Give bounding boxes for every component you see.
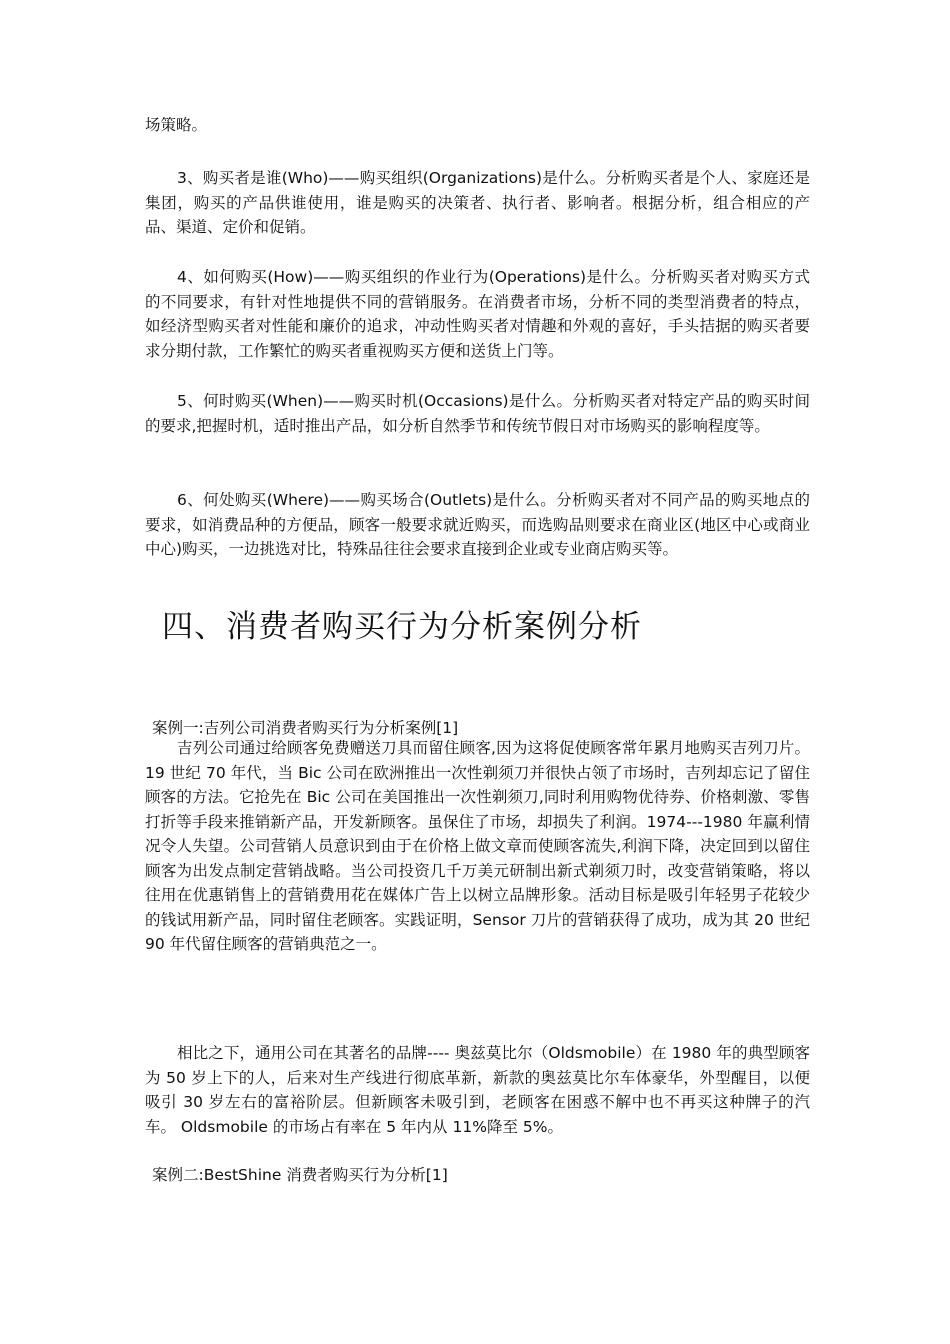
case-two-title: 案例二:BestShine 消费者购买行为分析[1] [152,1166,448,1184]
paragraph-how: 4、如何购买(How)——购买组织的作业行为(Operations)是什么。分析购买者对购买方式的不同要求，有针对性地提供不同的营销服务。在消费者市场，分析不同的类型消费者的特点，如经济型购买者对性能和廉价的追求，冲动性购买者对情趣和外观的喜好，手头拮据的购买者要求分期付款，工作繁忙的购买者重视购买方便和送货上门等。 [145,268,810,360]
case-one-paragraph-oldsmobile: 相比之下，通用公司在其著名的品牌---- 奥兹莫比尔（Oldsmobile）在 1980 年的典型顾客为 50 岁上下的人，后来对生产线进行彻底革新，新款的奥兹莫比尔车体豪华，外型醒目，以便吸引 30 岁左右的富裕阶层。但新顾客未吸引到，老顾客在困惑不解中也不再买这种牌子的汽车。 Oldsmobile 的市场占有率在 5 年内从 11%降至 5%。 [145,1044,810,1136]
case-one-paragraph-gillette: 吉列公司通过给顾客免费赠送刀具而留住顾客,因为这将促使顾客常年累月地购买吉列刀片。19 世纪 70 年代，当 Bic 公司在欧洲推出一次性剃须刀并很快占领了市场时，吉列却忘记了留住顾客的方法。它抢先在 Bic 公司在美国推出一次性剃须刀,同时利用购物优待券、价格刺激、零售打折等手段来推销新产品，开发新顾客。虽保住了市场，却损失了利润。1974---1980 年赢利情况令人失望。公司营销人员意识到由于在价格上做文章而使顾客流失,利润下降，决定回到以留住顾客为出发点制定营销战略。当公司投资几千万美元研制出新式剃须刀时，改变营销策略，将以往用在优惠销售上的营销费用花在媒体广告上以树立品牌形象。活动目标是吸引年轻男子花较少的钱试用新产品，同时留住老顾客。实践证明，Sensor 刀片的营销获得了成功，成为其 20 世纪 90 年代留住顾客的营销典范之一。 [145,739,810,953]
paragraph-who: 3、购买者是谁(Who)——购买组织(Organizations)是什么。分析购买者是个人、家庭还是集团，购买的产品供谁使用，谁是购买的决策者、执行者、影响者。根据分析，组合相应的产品、渠道、定价和促销。 [145,169,810,236]
paragraph-when: 5、何时购买(When)——购买时机(Occasions)是什么。分析购买者对特定产品的购买时间的要求,把握时机，适时推出产品，如分析自然季节和传统节假日对市场购买的影响程度等。 [145,392,810,435]
section-heading: 四、消费者购买行为分析案例分析 [162,609,642,645]
case-one-title: 案例一:吉列公司消费者购买行为分析案例[1] [152,719,459,737]
paragraph-where: 6、何处购买(Where)——购买场合(Outlets)是什么。分析购买者对不同产品的购买地点的要求，如消费品种的方便品，顾客一般要求就近购买，而选购品则要求在商业区(地区中心或商业中心)购买，一边挑选对比，特殊品往往会要求直接到企业或专业商店购买等。 [145,491,810,558]
intro-tail-text: 场策略。 [145,116,208,134]
